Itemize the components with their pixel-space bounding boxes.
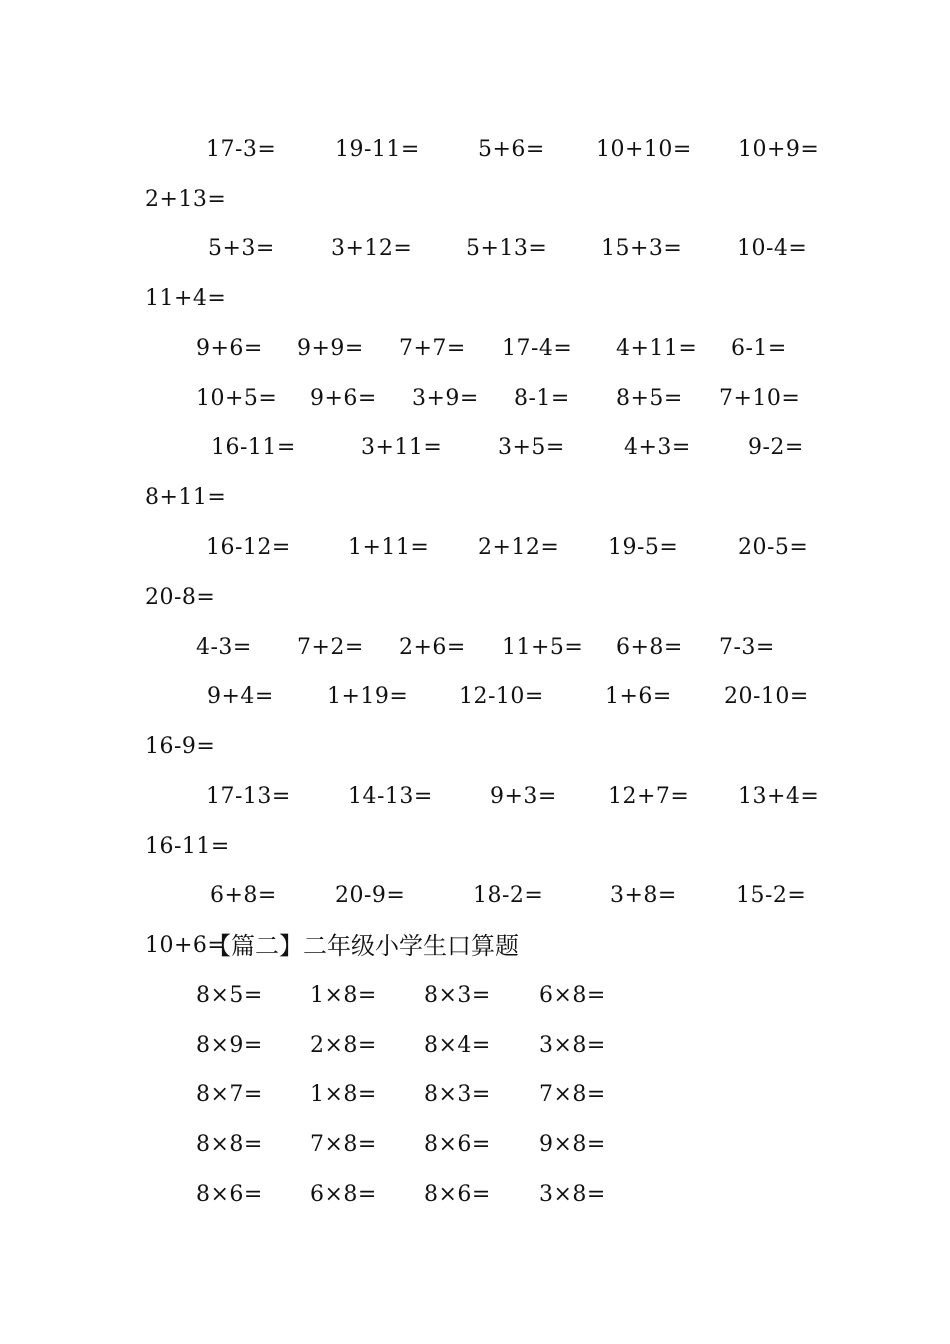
heading-row [0,926,950,966]
problem: 1+19= [327,684,409,709]
problem: 8×8= [196,1132,263,1157]
problem: 1+11= [348,535,430,560]
problem-row [0,578,950,618]
problem: 18-2= [473,883,544,908]
problem: 5+3= [208,236,275,261]
problem: 6-1= [731,336,787,361]
problem: 20-10= [724,684,809,709]
problem-row [0,628,950,668]
problem-row [0,229,950,269]
problem-row [0,528,950,568]
problem: 2+13= [145,187,227,212]
problem: 7-3= [719,635,775,660]
problem: 9-2= [748,435,804,460]
problem: 5+6= [478,137,545,162]
problem: 9+4= [207,684,274,709]
problem: 8×3= [424,983,491,1008]
mult-row [0,1026,950,1066]
problem-row [0,279,950,319]
problem: 10+10= [596,137,692,162]
problem-row [0,329,950,369]
problem-row [0,777,950,817]
problem: 4-3= [196,635,252,660]
mult-row [0,1125,950,1165]
problem: 19-5= [608,535,679,560]
problem: 12-10= [459,684,544,709]
problem: 2+6= [399,635,466,660]
problem: 2+12= [478,535,560,560]
problem: 11+4= [145,286,227,311]
problem: 11+5= [502,635,584,660]
problem: 8×6= [424,1132,491,1157]
mult-row [0,976,950,1016]
problem-row [0,677,950,717]
problem: 2×8= [310,1033,377,1058]
problem: 20-9= [335,883,406,908]
problem: 20-8= [145,585,216,610]
problem: 1×8= [310,983,377,1008]
problem: 10+5= [196,386,278,411]
problem: 10+9= [738,137,820,162]
problem: 6×8= [310,1182,377,1207]
problem: 12+7= [608,784,690,809]
problem-row [0,428,950,468]
problem: 1+6= [605,684,672,709]
problem: 4+3= [624,435,691,460]
problem: 5+13= [466,236,548,261]
problem: 7+10= [719,386,801,411]
problem: 8+5= [616,386,683,411]
problem: 9+6= [196,336,263,361]
problem: 7×8= [539,1082,606,1107]
problem-row [0,478,950,518]
problem: 8×9= [196,1033,263,1058]
problem: 15-2= [736,883,807,908]
problem: 3+5= [498,435,565,460]
problem: 6+8= [616,635,683,660]
section-heading: 【篇二】二年级小学生口算题 [207,932,519,960]
problem: 14-13= [348,784,433,809]
problem: 20-5= [738,535,809,560]
problem: 13+4= [738,784,820,809]
problem: 10+6= [145,933,227,958]
problem: 16-11= [145,834,230,859]
problem: 17-3= [206,137,277,162]
problem: 10-4= [737,236,808,261]
problem-row [0,379,950,419]
problem: 8×6= [196,1182,263,1207]
problem: 16-12= [206,535,291,560]
problem: 8×7= [196,1082,263,1107]
problem-row [0,727,950,767]
problem-row [0,180,950,220]
problem: 3+12= [331,236,413,261]
problem: 3+11= [361,435,443,460]
problem: 16-9= [145,734,216,759]
problem: 9+9= [297,336,364,361]
problem: 9+6= [310,386,377,411]
problem: 3×8= [539,1182,606,1207]
problem: 8×5= [196,983,263,1008]
problem: 3+9= [412,386,479,411]
problem: 6×8= [539,983,606,1008]
problem: 19-11= [335,137,420,162]
problem: 8×4= [424,1033,491,1058]
mult-row [0,1075,950,1115]
problem: 9×8= [539,1132,606,1157]
problem-row [0,130,950,170]
problem: 7×8= [310,1132,377,1157]
problem-row [0,827,950,867]
problem: 7+2= [297,635,364,660]
problem: 8×3= [424,1082,491,1107]
problem: 8+11= [145,485,227,510]
problem: 17-13= [206,784,291,809]
mult-row [0,1175,950,1215]
problem: 6+8= [210,883,277,908]
problem: 17-4= [502,336,573,361]
problem: 16-11= [211,435,296,460]
problem-row [0,876,950,916]
problem: 1×8= [310,1082,377,1107]
problem: 7+7= [399,336,466,361]
problem: 3×8= [539,1033,606,1058]
problem: 8-1= [514,386,570,411]
problem: 3+8= [610,883,677,908]
problem: 15+3= [601,236,683,261]
problem: 9+3= [490,784,557,809]
problem: 8×6= [424,1182,491,1207]
problem: 4+11= [616,336,698,361]
